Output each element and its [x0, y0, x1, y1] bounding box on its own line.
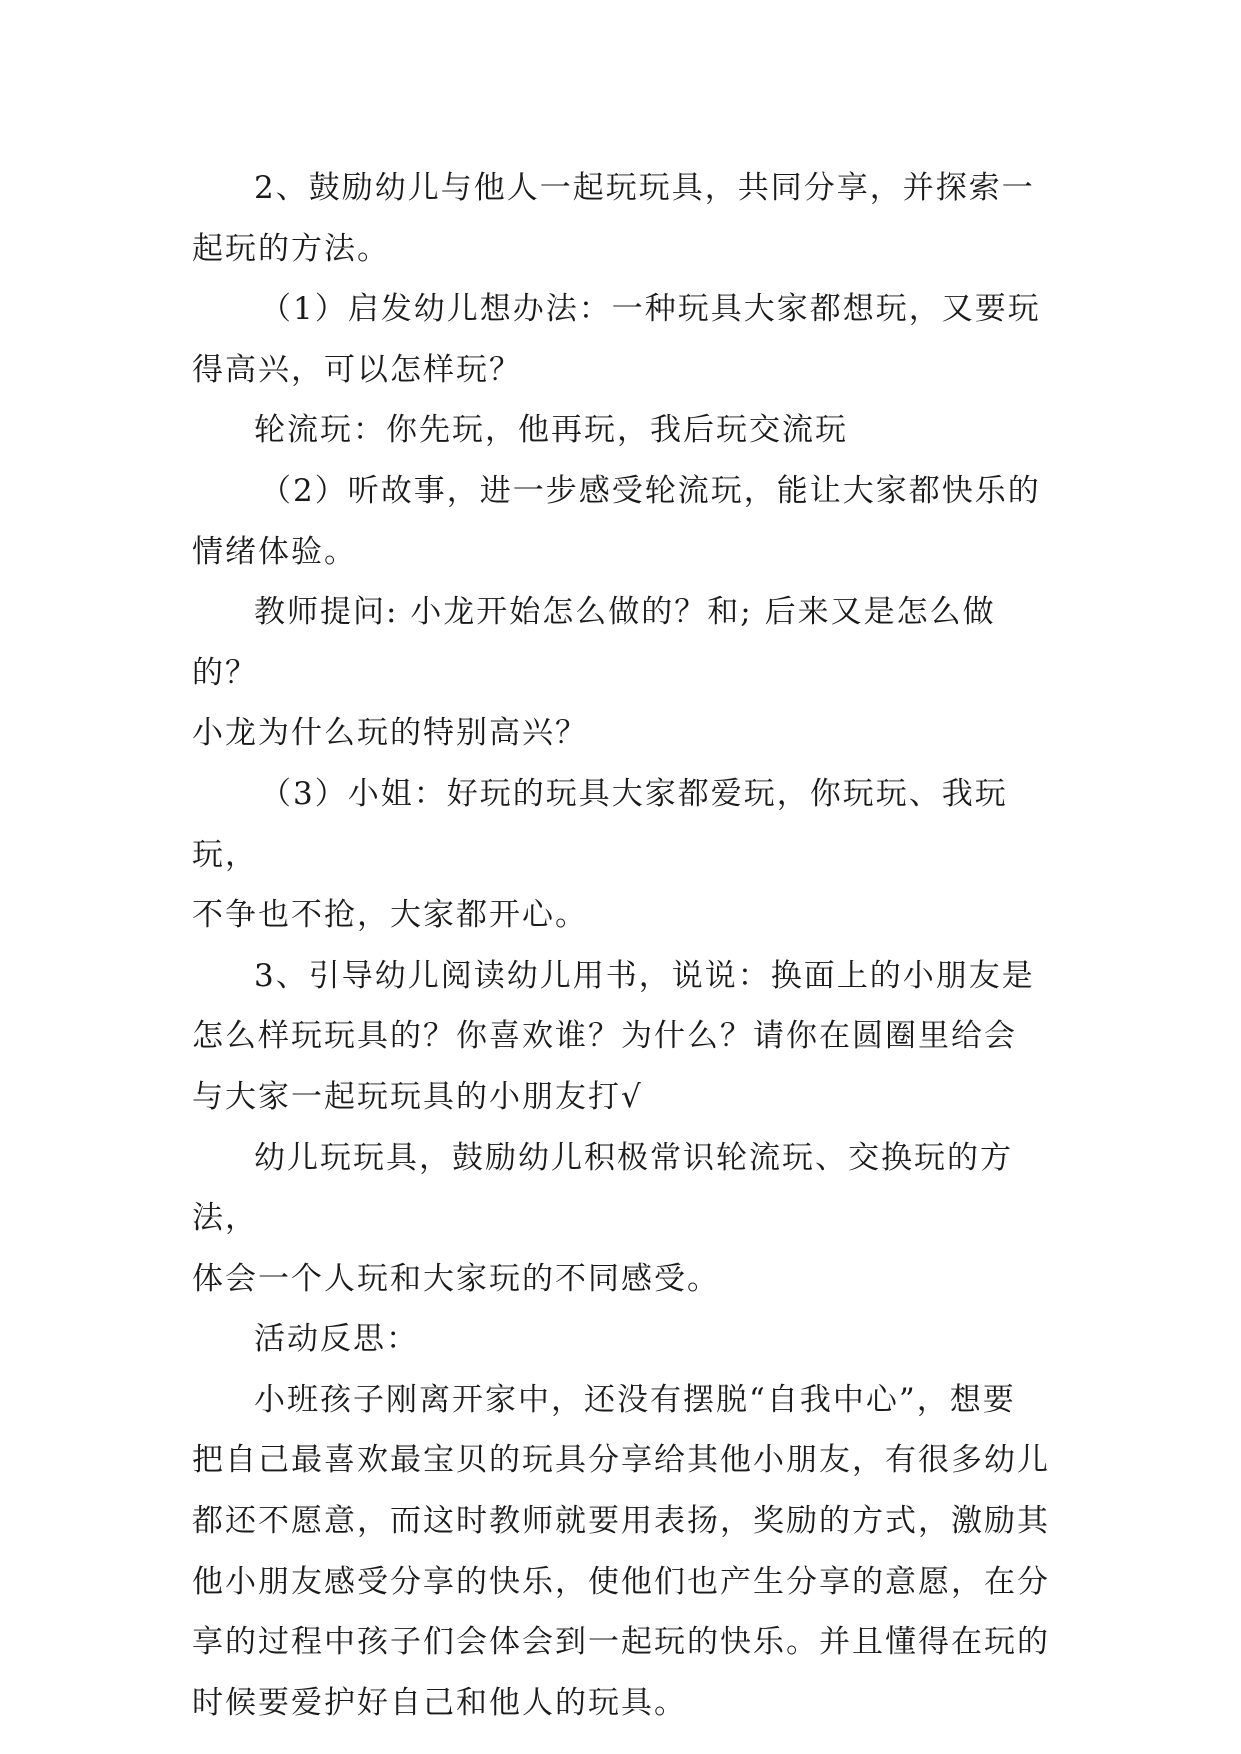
- paragraph-take-turns: [192, 400, 1060, 461]
- line: 得高兴，可以怎样玩？: [192, 351, 522, 388]
- line: 享的过程中孩子们会体会到一起玩的快乐。并且懂得在玩的: [192, 1624, 1050, 1661]
- line: 起玩的方法。: [192, 230, 390, 267]
- line: （3）小姐：好玩的玩具大家都爱玩，你玩玩、我玩玩，: [192, 775, 1008, 873]
- paragraph-reflection-heading: [192, 1309, 1060, 1370]
- document-page: [192, 158, 1060, 1733]
- paragraph-step-1: [192, 279, 1060, 400]
- line: 情绪体验。: [192, 533, 357, 570]
- line: 3、引导幼儿阅读幼儿用书，说说：换面上的小朋友是: [254, 957, 1035, 994]
- line: 轮流玩：你先玩，他再玩，我后玩交流玩: [254, 412, 848, 449]
- paragraph-goal-2: [192, 158, 1060, 279]
- line: 2、鼓励幼儿与他人一起玩玩具，共同分享，并探索一: [254, 170, 1035, 206]
- line: 体会一个人玩和大家玩的不同感受。: [192, 1260, 720, 1297]
- line: 都还不愿意，而这时教师就要用表扬，奖励的方式，激励其: [192, 1503, 1050, 1540]
- line: 怎么样玩玩具的？你喜欢谁？为什么？请你在圆圈里给会: [192, 1018, 1017, 1055]
- line: 教师提问: 小龙开始怎么做的？和; 后来又是怎么做的？: [192, 594, 996, 691]
- paragraph-teacher-question: [192, 582, 1060, 764]
- line: 活动反思：: [254, 1321, 419, 1358]
- paragraph-reflection-body: [192, 1370, 1060, 1734]
- paragraph-play-toys: [192, 1128, 1060, 1310]
- line: 小班孩子刚离开家中，还没有摆脱“自我中心”，想要: [254, 1381, 1016, 1418]
- line: 小龙为什么玩的特别高兴？: [192, 715, 588, 752]
- paragraph-step-3: [192, 764, 1060, 946]
- line: 把自己最喜欢最宝贝的玩具分享给其他小朋友，有很多幼儿: [192, 1442, 1050, 1479]
- paragraph-step-2: [192, 461, 1060, 582]
- paragraph-goal-3: [192, 946, 1060, 1128]
- line: 与大家一起玩玩具的小朋友打√: [192, 1078, 643, 1115]
- line: 幼儿玩玩具，鼓励幼儿积极常识轮流玩、交换玩的方法，: [192, 1139, 1013, 1237]
- line: （1）启发幼儿想办法：一种玩具大家都想玩，又要玩: [260, 291, 1041, 328]
- line: （2）听故事，进一步感受轮流玩，能让大家都快乐的: [260, 472, 1041, 509]
- line: 他小朋友感受分享的快乐，使他们也产生分享的意愿，在分: [192, 1563, 1050, 1600]
- line: 不争也不抢，大家都开心。: [192, 897, 588, 934]
- line: 时候要爱护好自己和他人的玩具。: [192, 1684, 687, 1721]
